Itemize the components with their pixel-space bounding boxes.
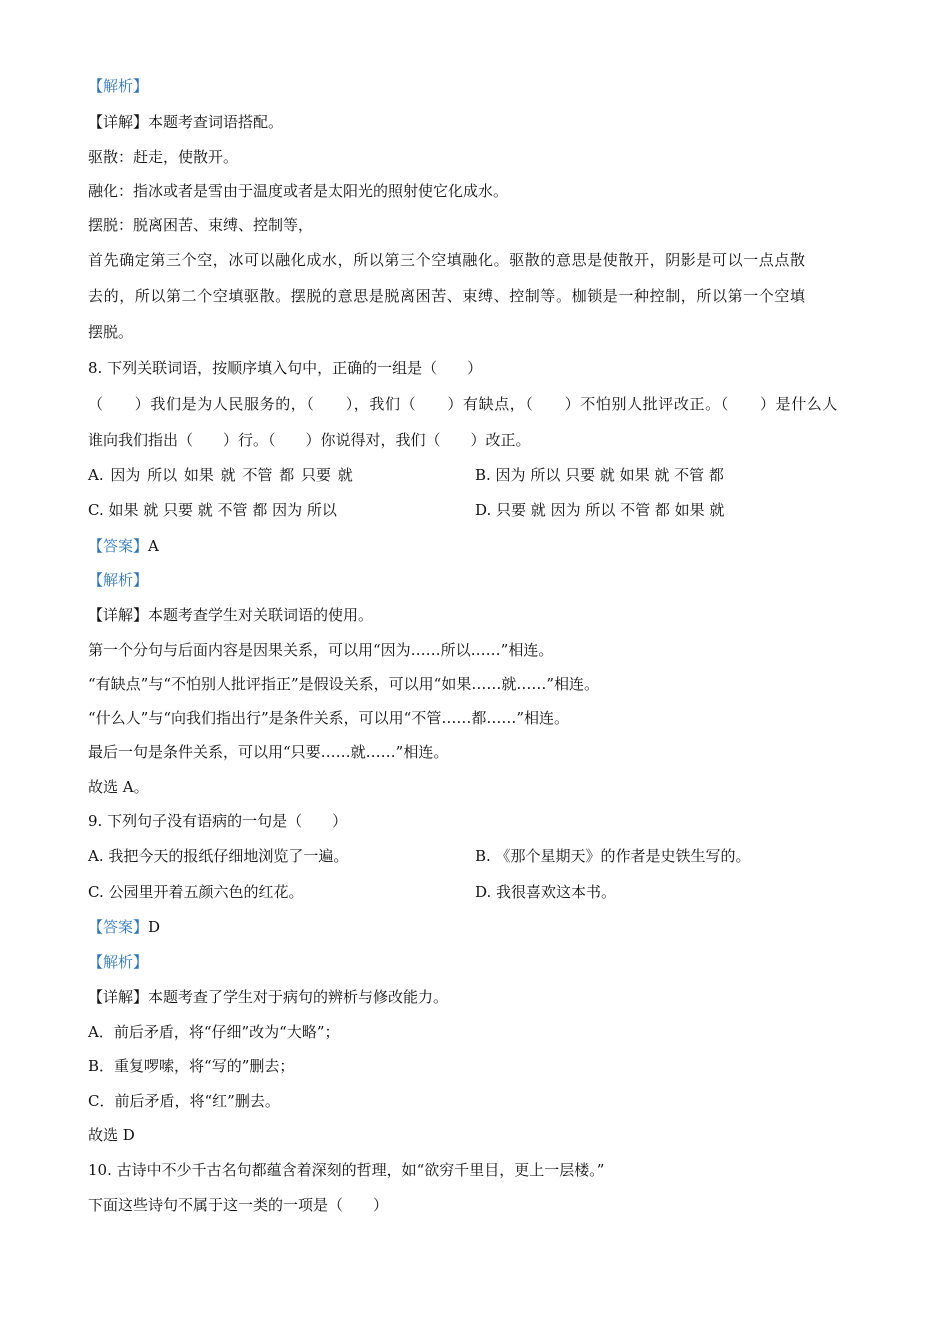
detail-text: 本题考查学生对关联词语的使用。 <box>148 606 374 624</box>
explanation-line: 摆脱：脱离困苦、束缚、控制等， <box>88 216 314 234</box>
answer-tag: 【答案】 <box>88 918 149 936</box>
answer-line <box>88 536 159 556</box>
explanation-line: 故选 D <box>88 1126 135 1144</box>
explanation-line: 去的，所以第二个空填驱散。摆脱的意思是脱离困苦、束缚、控制等。枷锁是一种控制，所以第一个空填 <box>88 287 806 305</box>
answer-line <box>88 917 160 937</box>
option-c: C. 公园里开着五颜六色的红花。 <box>88 883 304 901</box>
option-d: D. 我很喜欢这本书。 <box>475 883 617 901</box>
option-b: B. 《那个星期天》的作者是史铁生写的。 <box>475 847 751 865</box>
option-a: A. 我把今天的报纸仔细地浏览了一遍。 <box>88 847 349 865</box>
question-stem: 10. 古诗中不少千古名句都蕴含着深刻的哲理，如“欲穷千里目，更上一层楼。” <box>88 1161 605 1179</box>
explanation-line: 第一个分句与后面内容是因果关系，可以用“因为……所以……”相连。 <box>88 641 554 659</box>
analysis-tag: 【解析】 <box>88 571 149 589</box>
option-a: A. 因为 所以 如果 就 不管 都 只要 就 <box>88 466 353 484</box>
explanation-line: B．重复啰嗦，将“写的”删去； <box>88 1057 295 1075</box>
detail-line <box>88 987 448 1007</box>
question-sentence: 谁向我们指出（ ）行。（ ）你说得对，我们（ ）改正。 <box>88 431 531 449</box>
analysis-tag: 【解析】 <box>88 953 149 971</box>
detail-tag: 【详解】 <box>88 606 149 624</box>
detail-line <box>88 605 373 625</box>
answer-value: D <box>148 918 161 936</box>
explanation-line: “有缺点”与“不怕别人批评指正”是假设关系，可以用“如果……就……”相连。 <box>88 675 600 693</box>
detail-text: 本题考查词语搭配。 <box>148 113 284 131</box>
answer-value: A <box>148 537 159 555</box>
explanation-line: A．前后矛盾，将“仔细”改为“大略”； <box>88 1023 340 1041</box>
explanation-line: 驱散：赶走，使散开。 <box>88 148 239 166</box>
explanation-line: 摆脱。 <box>88 323 134 341</box>
explanation-line: 首先确定第三个空，冰可以融化成水，所以第三个空填融化。驱散的意思是使散开，阴影是可以一点点散 <box>88 251 806 269</box>
question-stem: 9. 下列句子没有语病的一句是（ ） <box>88 812 348 830</box>
explanation-line: C．前后矛盾，将“红”删去。 <box>88 1092 280 1110</box>
detail-tag: 【详解】 <box>88 113 149 131</box>
analysis-tag: 【解析】 <box>88 77 149 95</box>
detail-text: 本题考查了学生对于病句的辨析与修改能力。 <box>148 988 449 1006</box>
explanation-line: 融化：指冰或者是雪由于温度或者是太阳光的照射使它化成水。 <box>88 182 509 200</box>
question-stem-line2: 下面这些诗句不属于这一类的一项是（ ） <box>88 1196 389 1214</box>
answer-tag: 【答案】 <box>88 537 149 555</box>
explanation-line: 最后一句是条件关系，可以用“只要……就……”相连。 <box>88 743 449 761</box>
question-stem: 8. 下列关联词语，按顺序填入句中，正确的一组是（ ） <box>88 359 483 377</box>
detail-line <box>88 112 283 132</box>
explanation-line: 故选 A。 <box>88 778 149 796</box>
option-b: B. 因为 所以 只要 就 如果 就 不管 都 <box>475 466 724 484</box>
explanation-line: “什么人”与“向我们指出行”是条件关系，可以用“不管……都……”相连。 <box>88 709 570 727</box>
option-d: D. 只要 就 因为 所以 不管 都 如果 就 <box>475 501 725 519</box>
detail-tag: 【详解】 <box>88 988 149 1006</box>
question-sentence: （ ）我们是为人民服务的，（ ），我们（ ）有缺点，（ ）不怕别人批评改正。（ ）是什么人 <box>88 395 839 413</box>
option-c: C. 如果 就 只要 就 不管 都 因为 所以 <box>88 501 337 519</box>
